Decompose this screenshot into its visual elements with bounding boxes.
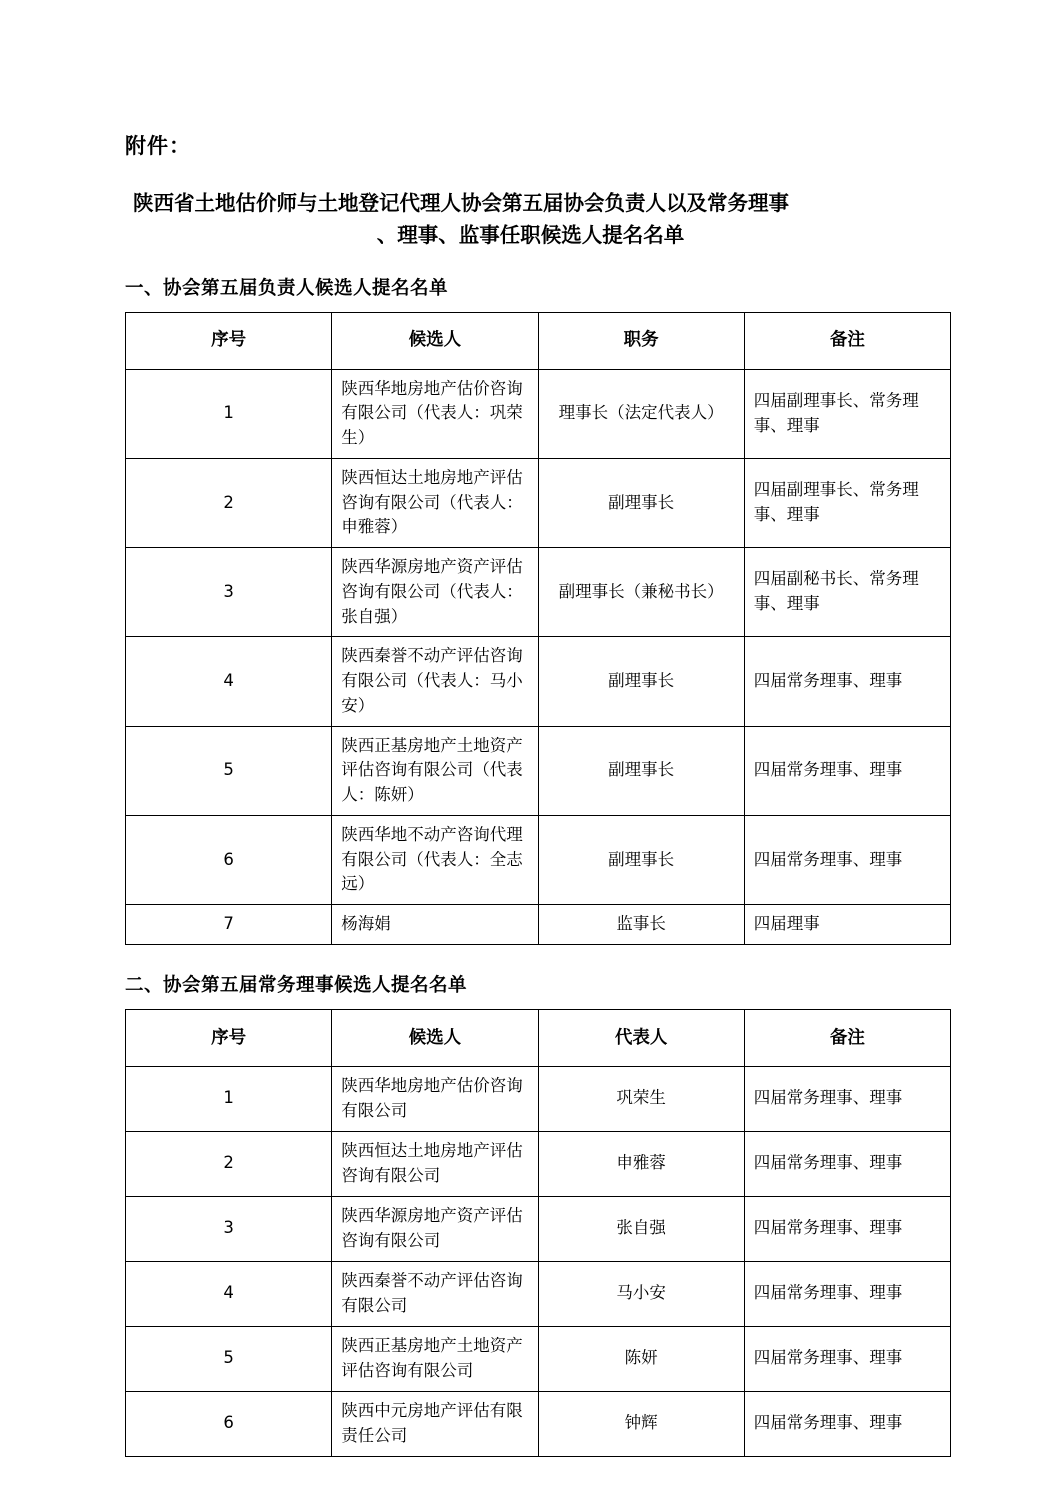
cell-candidate: 陕西中元房地产评估有限责任公司 bbox=[332, 1391, 538, 1456]
cell-note: 四届副理事长、常务理事、理事 bbox=[744, 458, 950, 547]
page-title-line2: 、理事、监事任职候选人提名名单 bbox=[376, 222, 685, 247]
cell-note: 四届常务理事、理事 bbox=[744, 1196, 950, 1261]
cell-candidate: 陕西秦誉不动产评估咨询有限公司（代表人：马小安） bbox=[332, 637, 538, 726]
attachment-label: 附件： bbox=[125, 134, 191, 158]
column-header-position: 职务 bbox=[538, 312, 744, 369]
cell-representative: 张自强 bbox=[538, 1196, 744, 1261]
cell-note: 四届常务理事、理事 bbox=[744, 1131, 950, 1196]
cell-index: 3 bbox=[126, 548, 332, 637]
cell-position: 副理事长 bbox=[538, 815, 744, 904]
column-header-index: 序号 bbox=[126, 312, 332, 369]
table-row bbox=[126, 815, 951, 904]
section-heading-leaders: 一、协会第五届负责人候选人提名名单 bbox=[125, 277, 449, 299]
cell-index: 3 bbox=[126, 1196, 332, 1261]
column-header-index: 序号 bbox=[126, 1009, 332, 1066]
cell-candidate: 陕西秦誉不动产评估咨询有限公司 bbox=[332, 1261, 538, 1326]
table-row bbox=[126, 726, 951, 815]
cell-index: 5 bbox=[126, 1326, 332, 1391]
table-row bbox=[126, 458, 951, 547]
table-row bbox=[126, 1261, 951, 1326]
table-row bbox=[126, 1066, 951, 1131]
cell-position: 副理事长 bbox=[538, 458, 744, 547]
cell-note: 四届常务理事、理事 bbox=[744, 1326, 950, 1391]
cell-index: 4 bbox=[126, 637, 332, 726]
cell-position: 副理事长（兼秘书长） bbox=[538, 548, 744, 637]
column-header-candidate: 候选人 bbox=[332, 1009, 538, 1066]
cell-index: 6 bbox=[126, 815, 332, 904]
cell-note: 四届常务理事、理事 bbox=[744, 726, 950, 815]
section-heading-standing-directors: 二、协会第五届常务理事候选人提名名单 bbox=[125, 974, 468, 996]
cell-representative: 巩荣生 bbox=[538, 1066, 744, 1131]
cell-index: 2 bbox=[126, 1131, 332, 1196]
cell-index: 4 bbox=[126, 1261, 332, 1326]
cell-candidate: 陕西华地不动产咨询代理有限公司（代表人：全志远） bbox=[332, 815, 538, 904]
table-row bbox=[126, 1326, 951, 1391]
table-leaders-wrap bbox=[125, 312, 951, 945]
table-header-row bbox=[126, 312, 951, 369]
cell-candidate: 陕西华地房地产估价咨询有限公司（代表人：巩荣生） bbox=[332, 369, 538, 458]
table-standing-directors bbox=[125, 1009, 951, 1457]
cell-candidate: 陕西正基房地产土地资产评估咨询有限公司（代表人：陈妍） bbox=[332, 726, 538, 815]
cell-index: 1 bbox=[126, 1066, 332, 1131]
table-row bbox=[126, 369, 951, 458]
page-title bbox=[125, 188, 951, 252]
column-header-representative: 代表人 bbox=[538, 1009, 744, 1066]
cell-note: 四届理事 bbox=[744, 905, 950, 945]
cell-candidate: 陕西恒达土地房地产评估咨询有限公司（代表人：申雅蓉） bbox=[332, 458, 538, 547]
cell-index: 5 bbox=[126, 726, 332, 815]
cell-note: 四届常务理事、理事 bbox=[744, 637, 950, 726]
cell-candidate: 陕西华源房地产资产评估咨询有限公司（代表人：张自强） bbox=[332, 548, 538, 637]
column-header-note: 备注 bbox=[744, 312, 950, 369]
cell-candidate: 陕西华地房地产估价咨询有限公司 bbox=[332, 1066, 538, 1131]
cell-position: 理事长（法定代表人） bbox=[538, 369, 744, 458]
column-header-note: 备注 bbox=[744, 1009, 950, 1066]
table-leaders bbox=[125, 312, 951, 945]
table-row bbox=[126, 1391, 951, 1456]
cell-representative: 申雅蓉 bbox=[538, 1131, 744, 1196]
table-row bbox=[126, 637, 951, 726]
cell-note: 四届常务理事、理事 bbox=[744, 1066, 950, 1131]
cell-position: 副理事长 bbox=[538, 726, 744, 815]
cell-note: 四届常务理事、理事 bbox=[744, 1391, 950, 1456]
table-header-row bbox=[126, 1009, 951, 1066]
cell-candidate: 杨海娟 bbox=[332, 905, 538, 945]
page-title-line1: 陕西省土地估价师与土地登记代理人协会第五届协会负责人以及常务理事 bbox=[133, 191, 789, 215]
cell-candidate: 陕西恒达土地房地产评估咨询有限公司 bbox=[332, 1131, 538, 1196]
cell-note: 四届副理事长、常务理事、理事 bbox=[744, 369, 950, 458]
cell-candidate: 陕西正基房地产土地资产评估咨询有限公司 bbox=[332, 1326, 538, 1391]
table-standing-directors-wrap bbox=[125, 1009, 951, 1457]
cell-note: 四届副秘书长、常务理事、理事 bbox=[744, 548, 950, 637]
cell-index: 7 bbox=[126, 905, 332, 945]
cell-index: 2 bbox=[126, 458, 332, 547]
cell-note: 四届常务理事、理事 bbox=[744, 815, 950, 904]
cell-candidate: 陕西华源房地产资产评估咨询有限公司 bbox=[332, 1196, 538, 1261]
table-row bbox=[126, 905, 951, 945]
column-header-candidate: 候选人 bbox=[332, 312, 538, 369]
cell-representative: 马小安 bbox=[538, 1261, 744, 1326]
cell-position: 监事长 bbox=[538, 905, 744, 945]
cell-index: 1 bbox=[126, 369, 332, 458]
cell-representative: 钟辉 bbox=[538, 1391, 744, 1456]
cell-representative: 陈妍 bbox=[538, 1326, 744, 1391]
cell-index: 6 bbox=[126, 1391, 332, 1456]
table-row bbox=[126, 1196, 951, 1261]
table-row bbox=[126, 1131, 951, 1196]
cell-note: 四届常务理事、理事 bbox=[744, 1261, 950, 1326]
table-row bbox=[126, 548, 951, 637]
cell-position: 副理事长 bbox=[538, 637, 744, 726]
